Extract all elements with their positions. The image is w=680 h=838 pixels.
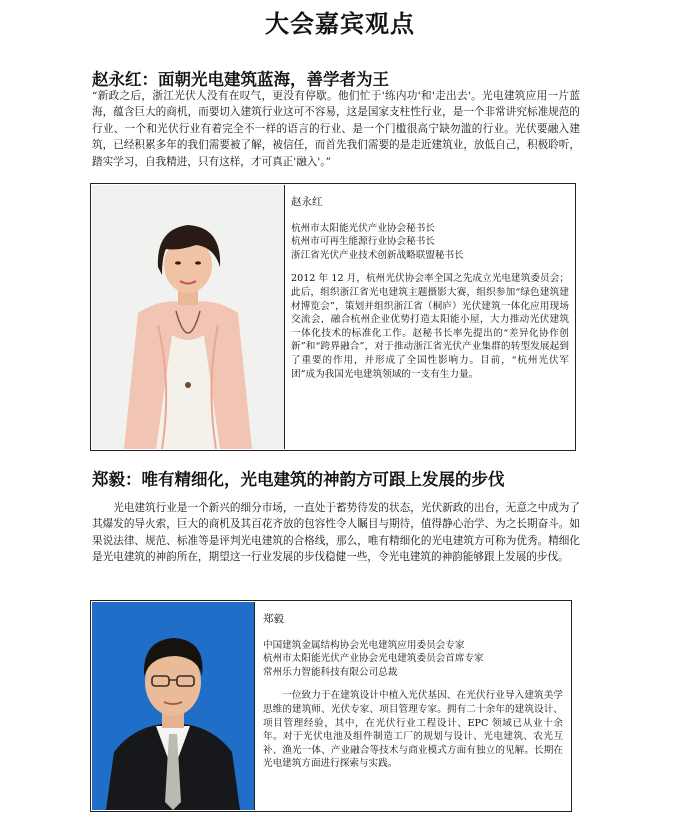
guest-1-roles bbox=[291, 222, 569, 263]
guest-2-bio: 一位致力于在建筑设计中植入光伏基因、在光伏行业导入建筑美学思维的建筑师、光伏专家、项目管理专家。拥有二十余年的建筑设计、项目管理经验，其中，在光伏行业工程设计、EPC 领域已从业十余年。对于光伏电池及组件制造工厂的规划与设计、光电建筑、农光互补、渔光一体、产业融合等技术与商业模式方面有独立的见解。长期在光电建筑方面进行探索与实践。 bbox=[263, 690, 563, 770]
guest-1-quote: “新政之后，浙江光伏人没有在叹气，更没有停歇。他们忙于'练内功'和'走出去'。光电建筑应用一片蓝海，蕴含巨大的商机，而要切入建筑行业这可不容易，这是国家支柱性行业，是一个非常讲究标准规范的行业、一个和光伏行业有着完全不一样的语言的行业、是一个门槛很高宁缺勿滥的行业。光伏要融入建筑，已经积累多年的我们需要被了解，被信任，而首先我们需要的是走近建筑业，放低自己，积极聆听，踏实学习，自我精进，只有这样，才可真正'融入'。” bbox=[92, 90, 580, 168]
guest-1-role: 杭州市太阳能光伏产业协会秘书长 bbox=[291, 222, 435, 234]
guest-2-roles bbox=[263, 639, 563, 680]
guest-2-profile-card bbox=[90, 600, 572, 812]
guest-1-name: 赵永红 bbox=[291, 196, 323, 208]
guest-1-headline: 赵永红：面朝光电建筑蓝海，善学者为王 bbox=[92, 70, 389, 89]
guest-2-role: 杭州市太阳能光伏产业协会光电建筑委员会首席专家 bbox=[263, 653, 484, 665]
guest-2-quote: 光电建筑行业是一个新兴的细分市场，一直处于蓄势待发的状态，光伏新政的出台，无意之中成为了其爆发的导火索，巨大的商机及其百花齐放的包容性令人瞩目与期待，值得静心治学、为之长期奋斗。如果说法律、规范、标准等是评判光电建筑的合格线，那么，唯有精细化的光电建筑方可称为优秀。精细化是光电建筑的神韵所在，期望这一行业发展的步伐稳健一些，令光电建筑的神韵能够跟上发展的步伐。 bbox=[92, 502, 580, 564]
guest-1-role: 杭州市可再生能源行业协会秘书长 bbox=[291, 236, 435, 248]
guest-2-role: 常州乐力智能科技有限公司总裁 bbox=[263, 666, 398, 678]
guest-2-portrait bbox=[92, 602, 255, 810]
guest-1-bio: 2012 年 12 月，杭州光伏协会率全国之先成立光电建筑委员会；此后，组织浙江省光电建筑主题摄影大赛，组织参加“绿色建筑建材博览会”，策划并组织浙江省（桐庐）光伏建筑一体化应用现场交流会，融合杭州企业优势打造太阳能小屋，大力推动光伏建筑一体化技术的标准化工作。赵秘书长率先提出的“差异化协作创新”和“跨界融合”，对于推动浙江省光伏产业集群的转型发展起到了重要的作用，并形成了全国性影响力。目前，“杭州光伏军团”成为我国光电建筑领域的一支有生力量。 bbox=[291, 273, 569, 380]
guest-2-name: 郑毅 bbox=[263, 613, 284, 625]
guest-1-role: 浙江省光伏产业技术创新战略联盟秘书长 bbox=[291, 249, 464, 261]
guest-2-headline: 郑毅：唯有精细化，光电建筑的神韵方可跟上发展的步伐 bbox=[92, 470, 505, 489]
guest-1-profile-card bbox=[90, 183, 576, 451]
guest-2-info bbox=[263, 613, 563, 771]
guest-1-portrait bbox=[92, 185, 285, 449]
guest-2-role: 中国建筑金属结构协会光电建筑应用委员会专家 bbox=[263, 639, 465, 651]
page-title: 大会嘉宾观点 bbox=[265, 10, 415, 38]
guest-1-info bbox=[291, 196, 569, 381]
